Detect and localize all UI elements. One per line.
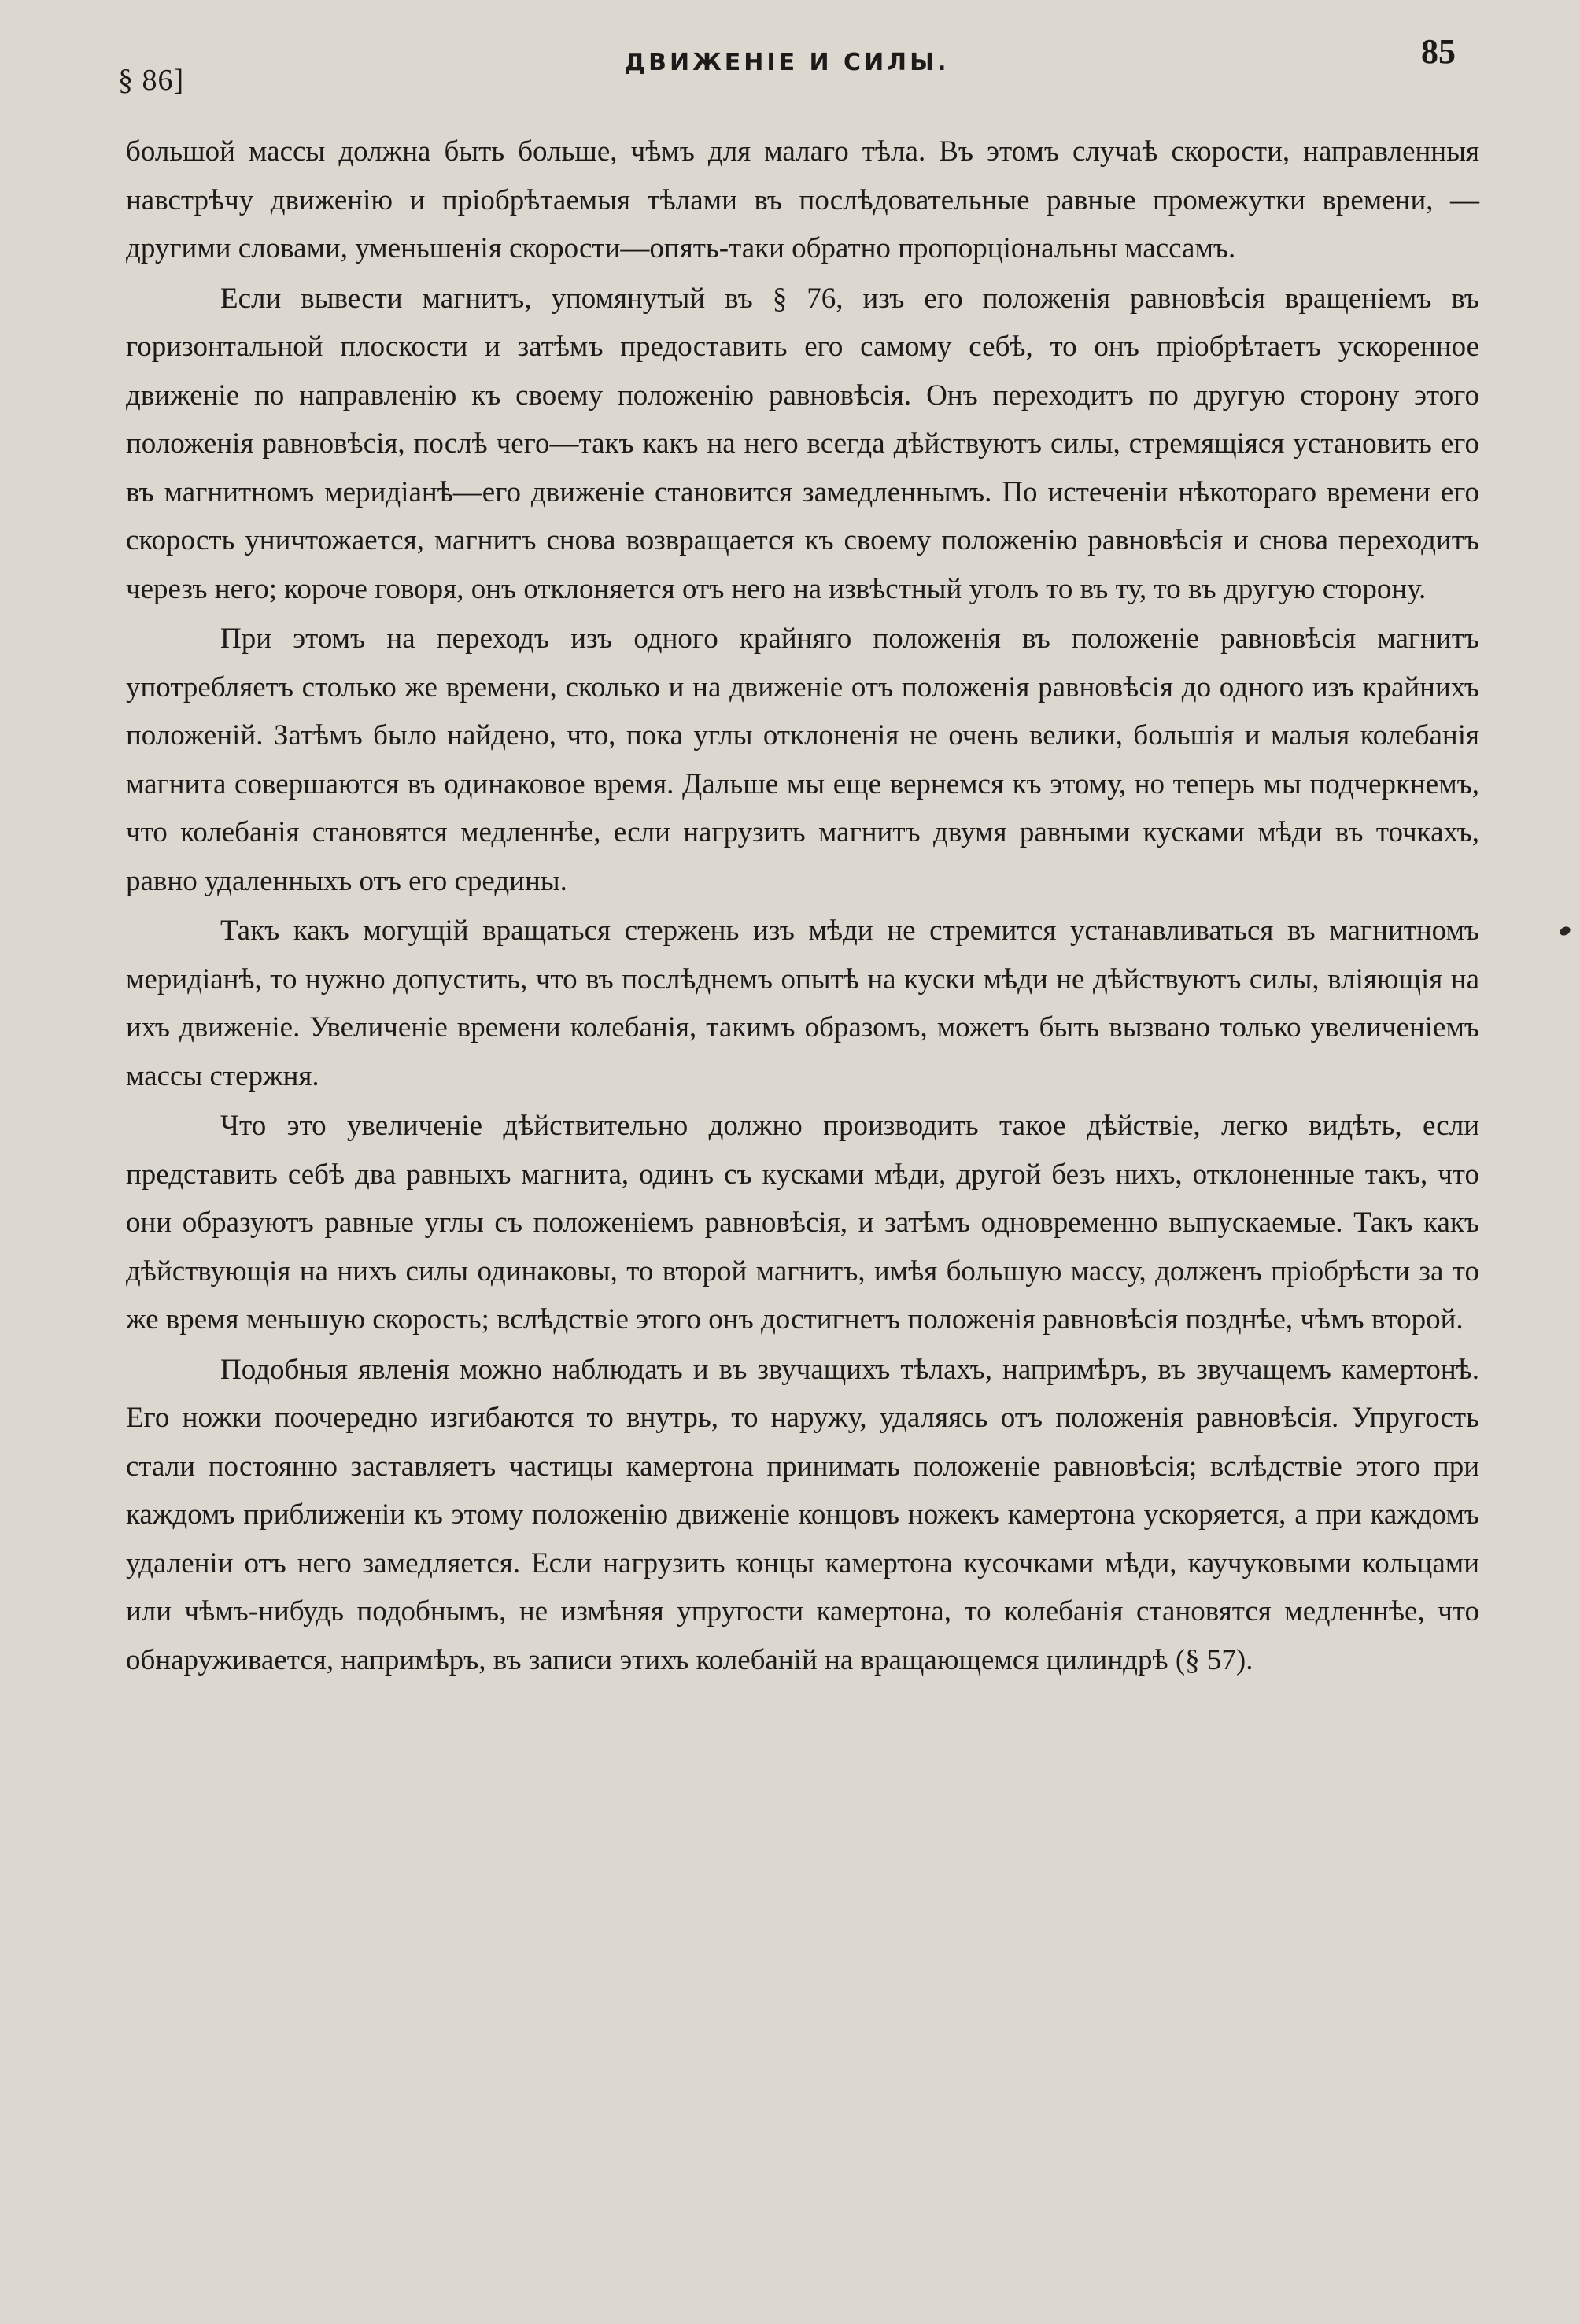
paragraph-2: Если вывести магнитъ, упомянутый въ § 76, изъ его положенія равновѣсія вращеніемъ въ горизонтальной плоскости и затѣмъ предоставить его самому себѣ, то онъ пріобрѣтаетъ ускоренное движеніе по направленію къ своему положенію равновѣсія. Онъ переходитъ по другую сторону этого положенія равновѣсія, послѣ чего—такъ какъ на него всегда дѣйствуютъ силы, стремящіяся установить его въ магнитномъ меридіанѣ—его движеніе становится замедленнымъ. По истеченіи нѣкотораго времени его скорость уничтожается, магнитъ снова возвращается къ своему положенію равновѣсія и снова переходитъ черезъ него; короче говоря, онъ отклоняется отъ него на извѣстный уголъ то въ ту, то въ другую сторону.: [126, 282, 1479, 605]
paragraph-3: При этомъ на переходъ изъ одного крайняго положенія въ положеніе равновѣсія магнитъ употребляетъ столько же времени, сколько и на движеніе отъ положенія равновѣсія до одного изъ крайнихъ положеній. Затѣмъ было найдено, что, пока углы отклоненія не очень велики, большія и малыя колебанія магнита совершаются въ одинаковое время. Дальше мы еще вернемся къ этому, но теперь мы подчеркнемъ, что колебанія становятся медленнѣе, если нагрузить магнитъ двумя равными кусками мѣди въ точкахъ, равно удаленныхъ отъ его средины.: [126, 623, 1479, 897]
section-reference: § 86]: [118, 64, 185, 97]
chapter-title: ДВИЖЕНІЕ И СИЛЫ.: [624, 49, 950, 76]
page-number: 85: [1421, 32, 1456, 71]
paragraph-4: Такъ какъ могущій вращаться стержень изъ мѣди не стремится устанавливаться въ магнитномъ меридіанѣ, то нужно допустить, что въ послѣднемъ опытѣ на куски мѣди не дѣйствуютъ силы, вліяющія на ихъ движеніе. Увеличеніе времени колебанія, такимъ образомъ, можетъ быть вызвано только увеличеніемъ массы стержня.: [126, 914, 1479, 1092]
running-head: [118, 31, 1456, 97]
body-text: [126, 127, 1479, 1684]
paragraph-1: большой массы должна быть больше, чѣмъ для малаго тѣла. Въ этомъ случаѣ скорости, направленныя навстрѣчу движенію и пріобрѣтаемыя тѣлами въ послѣдовательные равные промежутки времени, — другими словами, уменьшенія скорости—опять-таки обратно пропорціональны массамъ.: [126, 135, 1479, 264]
margin-ink-spot: [1558, 925, 1571, 937]
paragraph-6: Подобныя явленія можно наблюдать и въ звучащихъ тѣлахъ, напримѣръ, въ звучащемъ камертонѣ. Его ножки поочередно изгибаются то внутрь, то наружу, удаляясь отъ положенія равновѣсія. Упругость стали постоянно заставляетъ частицы камертона принимать положеніе равновѣсія; вслѣдствіе этого при каждомъ приближеніи къ этому положенію движеніе концовъ ножекъ камертона ускоряется, а при каждомъ удаленіи отъ него замедляется. Если нагрузить концы камертона кусочками мѣди, каучуковыми кольцами или чѣмъ-нибудь подобнымъ, не измѣняя упругости камертона, то колебанія становятся медленнѣе, что обнаруживается, напримѣръ, въ записи этихъ колебаній на вращающемся цилиндрѣ (§ 57).: [126, 1353, 1479, 1676]
paragraph-5: Что это увеличеніе дѣйствительно должно производить такое дѣйствіе, легко видѣть, если представить себѣ два равныхъ магнита, одинъ съ кусками мѣди, другой безъ нихъ, отклоненные такъ, что они образуютъ равные углы съ положеніемъ равновѣсія, и затѣмъ одновременно выпускаемые. Такъ какъ дѣйствующія на нихъ силы одинаковы, то второй магнитъ, имѣя большую массу, долженъ пріобрѣсти за то же время меньшую скорость; вслѣдствіе этого онъ достигнетъ положенія равновѣсія позднѣе, чѣмъ второй.: [126, 1110, 1479, 1336]
